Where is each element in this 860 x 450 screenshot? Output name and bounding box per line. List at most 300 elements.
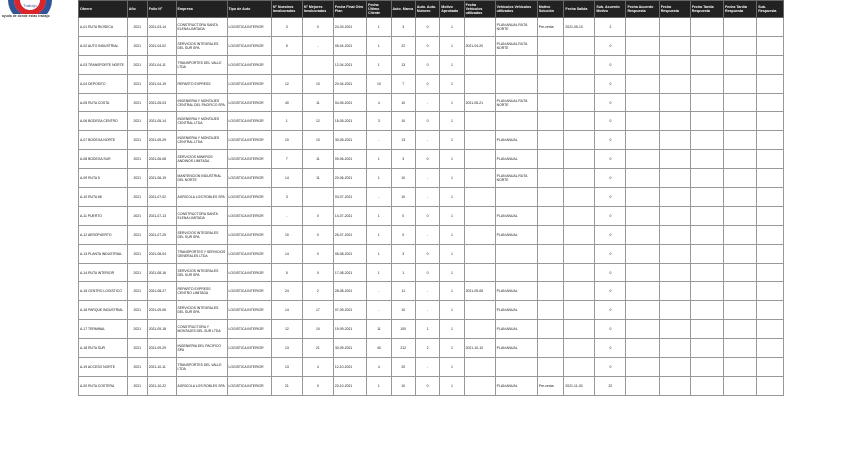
table-row (79, 93, 784, 112)
table-cell: A-15 CENTRO LOGISTICO (79, 282, 128, 301)
table-cell: 2021-05-14 (147, 112, 176, 131)
table-cell: LOGISTICA INTERIOR (227, 169, 271, 188)
table-cell: A-09 RUTA 5 (79, 169, 128, 188)
table-cell: SERVICIOS INTEGRALES DEL SUR SPA (176, 225, 227, 244)
table-cell (464, 18, 495, 37)
table-cell: 20-04-2021 (333, 74, 366, 93)
table-cell: PLAN ANUAL (495, 282, 537, 301)
table-cell (723, 320, 756, 339)
table-cell: INGENIERIA Y MONTAJES CENTRAL LTDA (176, 131, 227, 150)
brand-logo (0, 0, 80, 24)
table-cell (723, 131, 756, 150)
table-cell: 2021 (127, 358, 147, 377)
table-cell (464, 169, 495, 188)
table-cell (626, 131, 659, 150)
table-cell (564, 188, 595, 207)
table-cell: 1 (440, 112, 464, 131)
table-cell: 0 (595, 339, 626, 358)
table-cell: 2021 (127, 55, 147, 74)
table-cell: MANTENCION INDUSTRIAL DEL NORTE (176, 169, 227, 188)
table-cell: 10 (271, 131, 302, 150)
table-cell (464, 188, 495, 207)
table-cell: 0 (595, 74, 626, 93)
table-cell: 2021-05-03 (147, 93, 176, 112)
table-cell: 0 (595, 169, 626, 188)
table-cell (626, 206, 659, 225)
table-cell (757, 358, 784, 377)
table-cell: Pre-venta (537, 18, 564, 37)
table-cell: A-05 RUTA COSTA (79, 93, 128, 112)
table-cell (659, 112, 690, 131)
table-cell (757, 131, 784, 150)
table-cell (537, 93, 564, 112)
table-cell: 24-03-2021 (333, 18, 366, 37)
column-header: Auto. Marca (391, 1, 415, 18)
table-cell: 0 (595, 282, 626, 301)
table-cell: A-03 TRANSPORTE NORTE (79, 55, 128, 74)
table-cell: 11 (367, 320, 391, 339)
table-header-row (79, 1, 784, 18)
table-cell (564, 131, 595, 150)
table-cell (464, 225, 495, 244)
table-cell: PLAN ANUAL (495, 131, 537, 150)
table-cell: 1 (440, 93, 464, 112)
table-cell (464, 244, 495, 263)
column-header: Año (127, 1, 147, 18)
table-cell: 30-09-2021 (333, 339, 366, 358)
table-cell: 12 (271, 320, 302, 339)
table-cell: 1 (440, 358, 464, 377)
table-cell: 2021-07-25 (147, 225, 176, 244)
table-cell (659, 244, 690, 263)
table-cell: 2021-05-29 (147, 131, 176, 150)
table-cell (690, 320, 723, 339)
table-cell: 10 (391, 188, 415, 207)
table-cell: 7 (391, 74, 415, 93)
table-cell: 12 (271, 74, 302, 93)
table-cell: 12 (302, 112, 333, 131)
table-cell (690, 169, 723, 188)
table-cell: TRANSPORTES DEL VALLE LTDA (176, 358, 227, 377)
table-row (79, 112, 784, 131)
table-cell (723, 339, 756, 358)
table-cell: LOGISTICA INTERIOR (227, 18, 271, 37)
table-cell: 2021 (127, 112, 147, 131)
table-row (79, 263, 784, 282)
table-cell: PLAN ANUAL (495, 320, 537, 339)
table-cell: 2021-06-19 (147, 169, 176, 188)
table-cell: 03-07-2021 (333, 188, 366, 207)
table-row (79, 36, 784, 55)
table-cell: A-02 AUTO INDUSTRIAL (79, 36, 128, 55)
table-cell: 1 (391, 263, 415, 282)
table-cell: PLAN ANUAL RUTA NORTE (495, 18, 537, 37)
table-cell (537, 244, 564, 263)
table-cell (564, 320, 595, 339)
table-row (79, 376, 784, 395)
table-cell (659, 93, 690, 112)
table-cell: 0 (595, 112, 626, 131)
table-cell: A-06 BODEGA CENTRO (79, 112, 128, 131)
table-cell: 0 (391, 206, 415, 225)
table-cell: CONSTRUCTORA SANTA ELENA LIMITADA (176, 206, 227, 225)
table-cell: LOGISTICA INTERIOR (227, 376, 271, 395)
table-cell: 2021-04-11 (147, 55, 176, 74)
table-cell (495, 263, 537, 282)
table-cell (495, 55, 537, 74)
table-cell: 11 (302, 150, 333, 169)
table-cell: 4 (367, 358, 391, 377)
table-cell (626, 169, 659, 188)
column-header: Motivo Aprobado (440, 1, 464, 18)
table-cell: 1 (440, 169, 464, 188)
table-cell (626, 55, 659, 74)
table-cell (757, 263, 784, 282)
table-cell: 3 (271, 18, 302, 37)
table-cell: 22 (391, 36, 415, 55)
table-cell: LOGISTICA INTERIOR (227, 55, 271, 74)
table-cell: 10 (302, 131, 333, 150)
table-cell (659, 188, 690, 207)
table-cell: 40 (271, 93, 302, 112)
table-cell (626, 301, 659, 320)
table-row (79, 244, 784, 263)
table-cell (537, 320, 564, 339)
table-row (79, 169, 784, 188)
table-cell (626, 18, 659, 37)
table-cell (564, 301, 595, 320)
table-cell (626, 150, 659, 169)
table-cell (659, 74, 690, 93)
table-cell: A-14 RUTA INTERIOR (79, 263, 128, 282)
table-cell: SERVICIOS INTEGRALES DEL SUR SPA (176, 263, 227, 282)
table-cell (537, 282, 564, 301)
table-cell: LOGISTICA INTERIOR (227, 358, 271, 377)
table-cell: LOGISTICA INTERIOR (227, 320, 271, 339)
table-cell (757, 301, 784, 320)
table-cell (537, 206, 564, 225)
table-cell: 1 (440, 206, 464, 225)
table-cell: 21 (302, 339, 333, 358)
table-cell (659, 55, 690, 74)
table-cell (464, 112, 495, 131)
table-cell: 0 (595, 93, 626, 112)
table-cell (690, 188, 723, 207)
table-cell (690, 339, 723, 358)
table-cell (690, 55, 723, 74)
table-cell: 13 (391, 131, 415, 150)
table-cell: 20-06-2021 (333, 169, 366, 188)
table-cell: SERVICIOS INTEGRALES DEL SUR SPA (176, 301, 227, 320)
table-cell (537, 301, 564, 320)
table-cell: 3 (391, 150, 415, 169)
table-cell (464, 150, 495, 169)
table-cell: 0 (595, 150, 626, 169)
table-cell: 11 (391, 282, 415, 301)
table-cell (757, 93, 784, 112)
table-cell: 2021-05-21 (464, 93, 495, 112)
table-cell (659, 282, 690, 301)
table-cell: 1 (440, 225, 464, 244)
table-cell: 2021-05-10 (564, 18, 595, 37)
table-cell (757, 150, 784, 169)
column-header: Fecha Respuesta (659, 1, 690, 18)
table-cell (495, 188, 537, 207)
table-cell (626, 112, 659, 131)
table-cell: 13 (271, 339, 302, 358)
table-cell: 2021-09-18 (147, 320, 176, 339)
table-cell: 0 (595, 188, 626, 207)
table-cell (723, 150, 756, 169)
table-cell (464, 74, 495, 93)
table-cell (626, 74, 659, 93)
table-cell: LOGISTICA INTERIOR (227, 206, 271, 225)
table-cell (464, 358, 495, 377)
table-cell (659, 169, 690, 188)
table-cell (537, 131, 564, 150)
table-cell (723, 18, 756, 37)
column-header: Vehículos Vehículos utilizados (495, 1, 537, 18)
table-cell: 2 (595, 18, 626, 37)
table-cell: PLAN ANUAL RUTA NORTE (495, 93, 537, 112)
table-cell: - (302, 36, 333, 55)
table-cell: 1 (367, 263, 391, 282)
table-cell: 0 (415, 18, 439, 37)
table-cell: 2021-08-16 (147, 263, 176, 282)
table-cell: 09-06-2021 (333, 150, 366, 169)
table-cell: 0 (302, 206, 333, 225)
table-cell: LOGISTICA INTERIOR (227, 36, 271, 55)
table-cell: 2021-04-02 (147, 36, 176, 55)
table-cell (495, 244, 537, 263)
table-cell: 1 (440, 376, 464, 395)
table-cell (537, 358, 564, 377)
table-cell: 0 (595, 225, 626, 244)
table-cell (564, 36, 595, 55)
table-cell: 10 (367, 74, 391, 93)
table-cell: 1 (440, 131, 464, 150)
table-cell: AGRICOLA LOS ROBLES SPA (176, 188, 227, 207)
table-cell: 0 (415, 112, 439, 131)
table-cell: 14 (271, 301, 302, 320)
table-cell (723, 225, 756, 244)
table-cell (723, 93, 756, 112)
table-cell: LOGISTICA INTERIOR (227, 263, 271, 282)
table-cell: 21 (271, 376, 302, 395)
table-cell: A-08 BODEGA SUR (79, 150, 128, 169)
table-cell: TRANSPORTES Y SERVICIOS GENERALES LTDA (176, 244, 227, 263)
table-cell (757, 55, 784, 74)
table-cell (564, 225, 595, 244)
table-cell (564, 282, 595, 301)
table-cell: 2021-09-08 (464, 282, 495, 301)
table-cell: 1 (367, 18, 391, 37)
table-cell (757, 36, 784, 55)
table-cell: 0 (415, 263, 439, 282)
table-cell: 0 (595, 55, 626, 74)
table-cell: A-16 PARQUE INDUSTRIAL (79, 301, 128, 320)
table-cell: A-20 RUTA COSTERA (79, 376, 128, 395)
table-cell (757, 282, 784, 301)
table-cell: 10 (391, 301, 415, 320)
table-cell: - (415, 169, 439, 188)
table-cell: A-13 PLANTA INDUSTRIAL (79, 244, 128, 263)
table-cell: - (415, 93, 439, 112)
table-row (79, 74, 784, 93)
table-cell: SERVICIOS MINEROS ANDINOS LIMITADA (176, 150, 227, 169)
table-cell: 4 (367, 93, 391, 112)
column-header: Fecha Tardía Respuesta (723, 1, 756, 18)
table-cell: 1 (440, 36, 464, 55)
table-cell (495, 112, 537, 131)
table-cell: 0 (415, 150, 439, 169)
table-cell (690, 74, 723, 93)
table-cell (690, 301, 723, 320)
table-cell: PLAN ANUAL (495, 301, 537, 320)
table-cell (626, 188, 659, 207)
table-cell (690, 244, 723, 263)
table-cell (723, 301, 756, 320)
table-cell: 0 (595, 131, 626, 150)
table-cell (757, 74, 784, 93)
table-cell: 1 (367, 150, 391, 169)
table-cell: 0 (595, 358, 626, 377)
table-cell (564, 244, 595, 263)
table-cell: 2021 (127, 282, 147, 301)
table-cell (690, 225, 723, 244)
table-cell (690, 93, 723, 112)
table-cell (659, 150, 690, 169)
table-cell: - (367, 188, 391, 207)
table-cell (723, 282, 756, 301)
table-cell (723, 263, 756, 282)
table-cell (757, 112, 784, 131)
table-cell: 0 (415, 55, 439, 74)
table-cell: A-07 BODEGA NORTE (79, 131, 128, 150)
table-cell (537, 169, 564, 188)
table-cell (690, 282, 723, 301)
column-header: Folio N° (147, 1, 176, 18)
table-cell (723, 188, 756, 207)
table-cell (757, 169, 784, 188)
column-header: Motivo Solución (537, 1, 564, 18)
table-cell: LOGISTICA INTERIOR (227, 301, 271, 320)
table-cell: 2021-08-04 (147, 244, 176, 263)
table-cell: Pre-venta (537, 376, 564, 395)
table-cell: A-18 RUTA SUR (79, 339, 128, 358)
table-cell: 1 (440, 301, 464, 320)
table-cell (659, 339, 690, 358)
table-cell: 11 (302, 93, 333, 112)
table-cell (626, 339, 659, 358)
table-cell (537, 263, 564, 282)
table-cell: 0 (595, 244, 626, 263)
table-cell: TRANSPORTES DEL VALLE LTDA (176, 55, 227, 74)
table-cell (564, 74, 595, 93)
table-cell: 2021 (127, 263, 147, 282)
table-cell: 10 (391, 376, 415, 395)
table-cell (659, 225, 690, 244)
table-cell: 10 (302, 74, 333, 93)
table-cell (626, 358, 659, 377)
table-cell (659, 320, 690, 339)
table-cell: 1 (440, 150, 464, 169)
table-cell: PLAN ANUAL RUTA NORTE (495, 169, 537, 188)
table-cell: CONSTRUCTORA SANTA ELENA LIMITADA (176, 18, 227, 37)
column-header: Sub. Respuesta (757, 1, 784, 18)
report-table-container (78, 0, 784, 396)
table-cell (723, 244, 756, 263)
table-cell (659, 376, 690, 395)
table-cell: 10 (302, 320, 333, 339)
table-cell (464, 320, 495, 339)
table-cell (537, 188, 564, 207)
table-cell (495, 74, 537, 93)
column-header: Empresa (176, 1, 227, 18)
table-cell: 1 (440, 263, 464, 282)
table-cell: 1 (440, 282, 464, 301)
table-cell: 13 (271, 358, 302, 377)
table-cell (723, 206, 756, 225)
table-cell (690, 263, 723, 282)
table-cell: 1 (367, 225, 391, 244)
table-cell (464, 376, 495, 395)
table-cell (302, 188, 333, 207)
table-cell: 0 (302, 376, 333, 395)
table-cell: 0 (391, 225, 415, 244)
table-cell (271, 55, 302, 74)
table-cell: 2 (415, 339, 439, 358)
table-cell: LOGISTICA INTERIOR (227, 244, 271, 263)
table-cell (723, 74, 756, 93)
table-cell (626, 376, 659, 395)
table-cell: 1 (367, 206, 391, 225)
table-cell: A-11 PUERTO (79, 206, 128, 225)
table-cell: 1 (367, 244, 391, 263)
table-cell (723, 112, 756, 131)
table-cell: LOGISTICA INTERIOR (227, 188, 271, 207)
table-cell (537, 225, 564, 244)
table-cell: 0 (415, 36, 439, 55)
table-cell: 2021 (127, 18, 147, 37)
table-cell: 07-09-2021 (333, 301, 366, 320)
table-cell: 05-04-2021 (333, 36, 366, 55)
table-cell: 2021 (127, 36, 147, 55)
table-cell (690, 376, 723, 395)
table-cell (659, 301, 690, 320)
table-cell (659, 263, 690, 282)
table-cell: LOGISTICA INTERIOR (227, 150, 271, 169)
table-cell: LOGISTICA INTERIOR (227, 112, 271, 131)
table-cell (723, 358, 756, 377)
table-cell (537, 74, 564, 93)
table-cell: 0 (415, 74, 439, 93)
table-cell: - (415, 282, 439, 301)
table-cell (464, 206, 495, 225)
table-cell: 2021 (127, 244, 147, 263)
table-cell (626, 225, 659, 244)
table-cell (564, 169, 595, 188)
table-cell (659, 18, 690, 37)
table-cell (626, 244, 659, 263)
column-header: Obrero (79, 1, 128, 18)
table-row (79, 320, 784, 339)
column-header: Fecha Último Cliente (367, 1, 391, 18)
table-cell: 2021-10-11 (147, 358, 176, 377)
table-cell: 30-05-2021 (333, 131, 366, 150)
table-cell (757, 320, 784, 339)
table-cell: 1 (367, 55, 391, 74)
